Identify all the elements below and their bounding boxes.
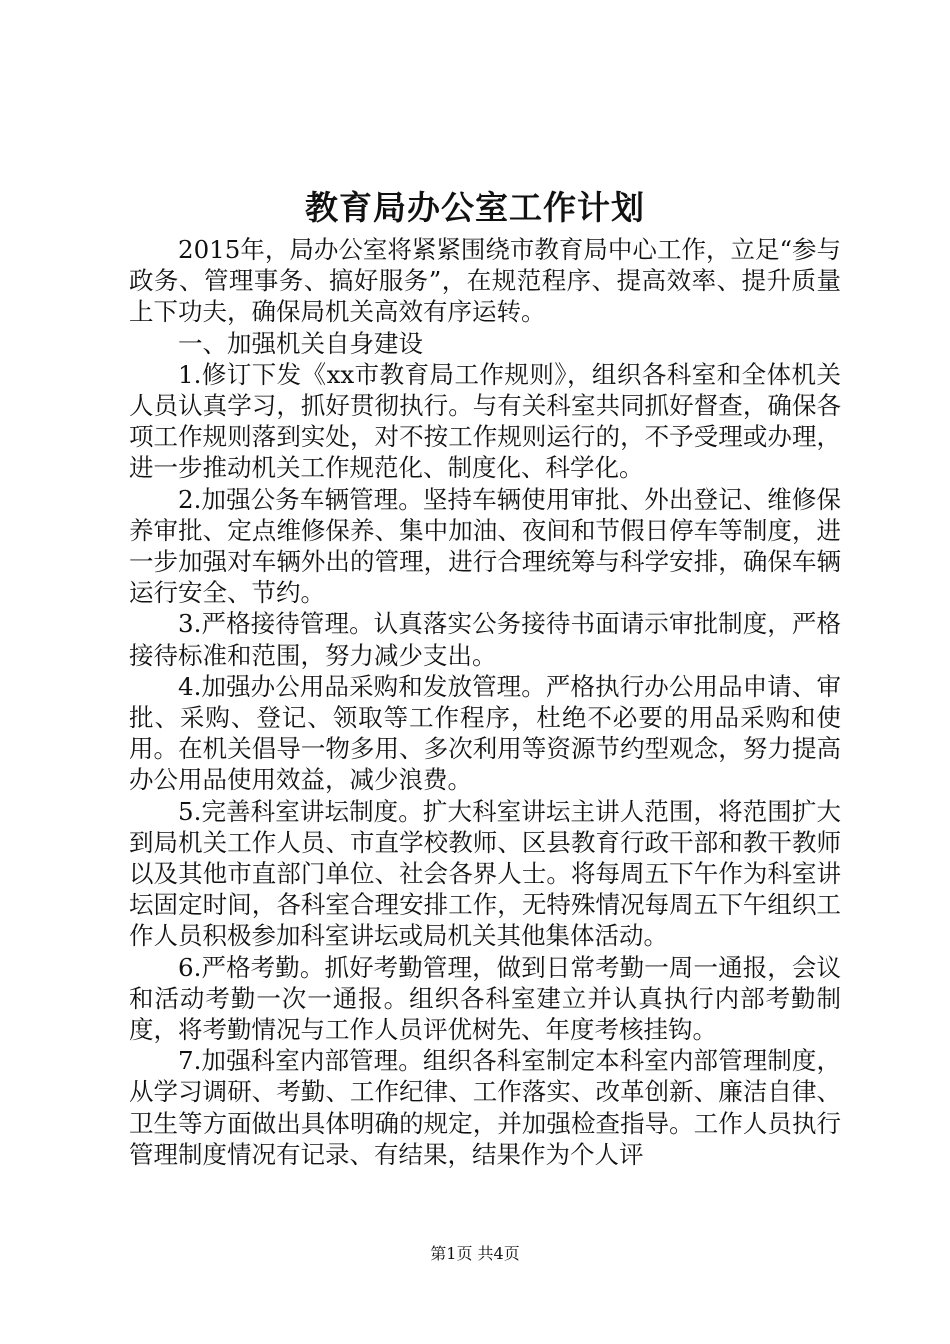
document-title: 教育局办公室工作计划 <box>305 188 645 227</box>
paragraph-item-3: 3.严格接待管理。认真落实公务接待书面请示审批制度，严格接待标准和范围，努力减少支出。 <box>129 609 841 670</box>
section-heading: 一、加强机关自身建设 <box>178 328 423 358</box>
page-number-footer: 第1页 共4页 <box>430 1244 520 1263</box>
paragraph-item-2: 2.加强公务车辆管理。坚持车辆使用审批、外出登记、维修保养审批、定点维修保养、集中加油、夜间和节假日停车等制度，进一步加强对车辆外出的管理，进行合理统筹与科学安排，确保车辆运行安全、节约。 <box>129 484 841 608</box>
paragraph-item-7: 7.加强科室内部管理。组织各科室制定本科室内部管理制度，从学习调研、考勤、工作纪律、工作落实、改革创新、廉洁自律、卫生等方面做出具体明确的规定，并加强检查指导。工作人员执行管理制度情况有记录、有结果，结果作为个人评 <box>129 1046 841 1169</box>
paragraph-item-5: 5.完善科室讲坛制度。扩大科室讲坛主讲人范围，将范围扩大到局机关工作人员、市直学校教师、区县教育行政干部和教干教师以及其他市直部门单位、社会各界人士。将每周五下午作为科室讲坛固定时间，各科室合理安排工作，无特殊情况每周五下午组织工作人员积极参加科室讲坛或局机关其他集体活动。 <box>129 796 841 951</box>
paragraph-item-1: 1.修订下发《xx市教育局工作规则》，组织各科室和全体机关人员认真学习，抓好贯彻执行。与有关科室共同抓好督查，确保各项工作规则落到实处，对不按工作规则运行的，不予受理或办理，进一步推动机关工作规范化、制度化、科学化。 <box>129 359 841 483</box>
paragraph-item-4: 4.加强办公用品采购和发放管理。严格执行办公用品申请、审批、采购、登记、领取等工作程序，杜绝不必要的用品采购和使用。在机关倡导一物多用、多次利用等资源节约型观念，努力提高办公用品使用效益，减少浪费。 <box>129 671 841 795</box>
paragraph-item-6: 6.严格考勤。抓好考勤管理，做到日常考勤一周一通报，会议和活动考勤一次一通报。组织各科室建立并认真执行内部考勤制度，将考勤情况与工作人员评优树先、年度考核挂钩。 <box>129 952 841 1045</box>
document-body <box>129 234 841 1170</box>
paragraph-intro: 2015年，局办公室将紧紧围绕市教育局中心工作，立足“参与政务、管理事务、搞好服务”，在规范程序、提高效率、提升质量上下功夫，确保局机关高效有序运转。 <box>129 235 841 327</box>
